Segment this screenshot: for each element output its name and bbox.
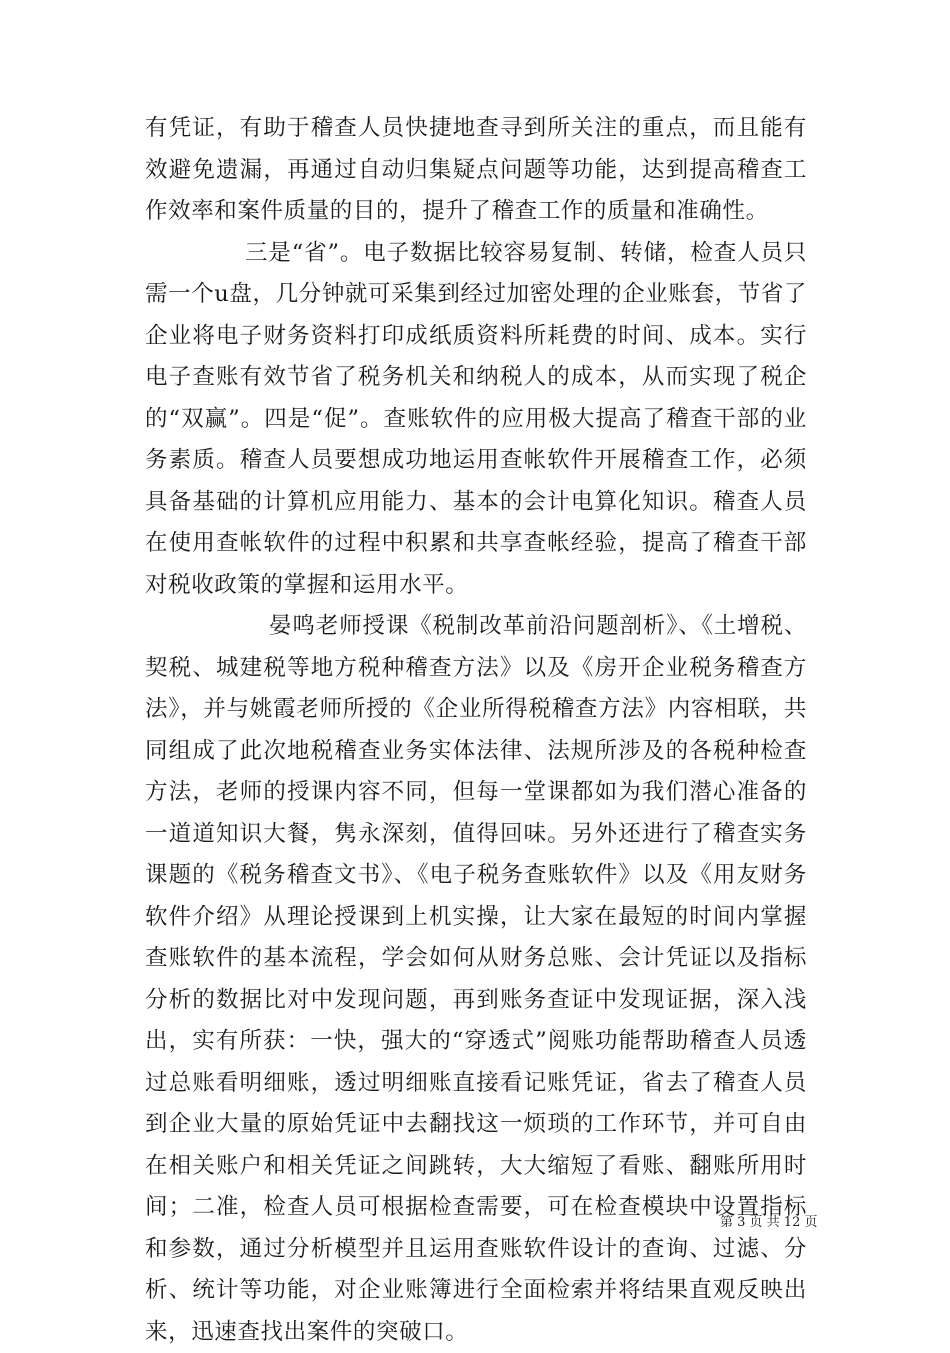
document-body: [145, 108, 807, 1353]
paragraph-1: 有凭证，有助于稽查人员快捷地查寻到所关注的重点，而且能有效避免遗漏，再通过自动归集疑点问题等功能，达到提高稽查工作效率和案件质量的目的，提升了稽查工作的质量和准确性。: [145, 115, 807, 224]
page-number-footer: 第 3 页 共 12 页: [720, 1215, 818, 1230]
paragraph-3: 晏鸣老师授课《税制改革前沿问题剖析》、《土增税、契税、城建税等地方税种稽查方法》以及《房开企业税务稽查方法》，并与姚霞老师所授的《企业所得税稽查方法》内容相联，共同组成了此次地税稽查业务实体法律、法规所涉及的各税种检查方法，老师的授课内容不同，但每一堂课都如为我们潜心准备的一道道知识大餐，隽永深刻，值得回味。另外还进行了稽查实务课题的《税务稽查文书》、《电子税务查账软件》以及《用友财务软件介绍》从理论授课到上机实操，让大家在最短的时间内掌握查账软件的基本流程，学会如何从财务总账、会计凭证以及指标分析的数据比对中发现问题，再到账务查证中发现证据，深入浅出，实有所获：一快，强大的“穿透式”阅账功能帮助稽查人员透过总账看明细账，透过明细账直接看记账凭证，省去了稽查人员到企业大量的原始凭证中去翻找这一烦琐的工作环节，并可自由在相关账户和相关凭证之间跳转，大大缩短了看账、翻账所用时间；二准，检查人员可根据检查需要，可在检查模块中设置指标和参数，通过分析模型并且运用查账软件设计的查询、过滤、分析、统计等功能，对企业账簿进行全面检索并将结果直观反映出来，迅速查找出案件的突破口。: [145, 613, 807, 1345]
paragraph-2: 三是“省”。电子数据比较容易复制、转储，检查人员只需一个u盘，几分钟就可采集到经过加密处理的企业账套，节省了企业将电子财务资料打印成纸质资料所耗费的时间、成本。实行电子查账有效节省了税务机关和纳税人的成本，从而实现了税企的“双赢”。四是“促”。查账软件的应用极大提高了稽查干部的业务素质。稽查人员要想成功地运用查帐软件开展稽查工作，必须具备基础的计算机应用能力、基本的会计电算化知识。稽查人员在使用查帐软件的过程中积累和共享查帐经验，提高了稽查干部对税收政策的掌握和运用水平。: [145, 239, 807, 598]
